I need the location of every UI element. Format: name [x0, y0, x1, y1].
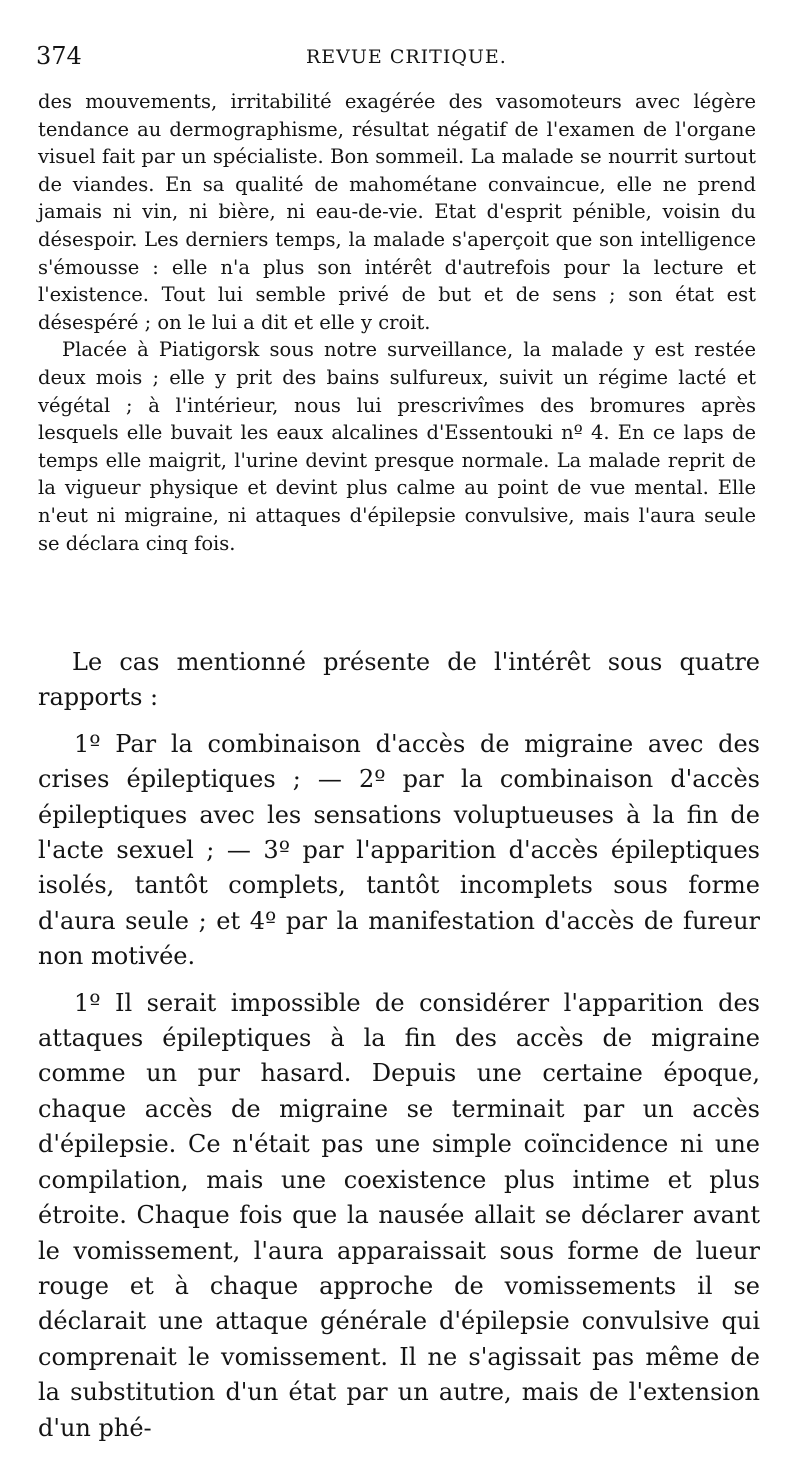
page-header	[36, 42, 760, 76]
commentary-block	[38, 645, 760, 1457]
paragraph: 1º Par la combinaison d'accès de migraine avec des crises épileptiques ; — 2º par la combinaison d'accès épileptiques avec les sensations voluptueuses à la fin de l'acte sexuel ; — 3º par l'apparition d'accès épileptiques isolés, tantôt complets, tantôt incomplets sous forme d'aura seule ; et 4º par la manifestation d'accès de fureur non motivée.	[38, 729, 760, 971]
running-head: REVUE CRITIQUE.	[306, 46, 507, 68]
case-notes-block	[38, 88, 756, 557]
paragraph: 1º Il serait impossible de considérer l'apparition des attaques épileptiques à la fin des accès de migraine comme un pur hasard. Depuis une certaine époque, chaque accès de migraine se terminait par un accès d'épilepsie. Ce n'était pas une simple coïncidence ni une compilation, mais une coexistence plus intime et plus étroite. Chaque fois que la nausée allait se déclarer avant le vomissement, l'aura apparaissait sous forme de lueur rouge et à chaque approche de vomissements il se déclarait une attaque générale d'épilepsie convulsive qui comprenait le vomissement. Il ne s'agissait pas même de la substitution d'un état par un autre, mais de l'extension d'un phé-	[38, 988, 760, 1442]
paragraph: Placée à Piatigorsk sous notre surveillance, la malade y est restée deux mois ; elle y prit des bains sulfureux, suivit un régime lacté et végétal ; à l'intérieur, nous lui prescrivîmes des bromures après lesquels elle buvait les eaux alcalines d'Essentouki nº 4. En ce laps de temps elle maigrit, l'urine devint presque normale. La malade reprit de la vigueur physique et devint plus calme au point de vue mental. Elle n'eut ni migraine, ni attaques d'épilepsie convulsive, mais l'aura seule se déclara cinq fois.	[38, 338, 756, 555]
page-number: 374	[36, 42, 82, 70]
paragraph: des mouvements, irritabilité exagérée des vasomoteurs avec légère tendance au dermographisme, résultat négatif de l'examen de l'organe visuel fait par un spécialiste. Bon sommeil. La malade se nourrit surtout de viandes. En sa qualité de mahométane convaincue, elle ne prend jamais ni vin, ni bière, ni eau-de-vie. Etat d'esprit pénible, voisin du désespoir. Les derniers temps, la malade s'aperçoit que son intelligence s'émousse : elle n'a plus son intérêt d'autrefois pour la lecture et l'existence. Tout lui semble privé de but et de sens ; son état est désespéré ; on le lui a dit et elle y croit.	[38, 90, 756, 334]
paragraph: Le cas mentionné présente de l'intérêt sous quatre rapports :	[38, 648, 760, 712]
